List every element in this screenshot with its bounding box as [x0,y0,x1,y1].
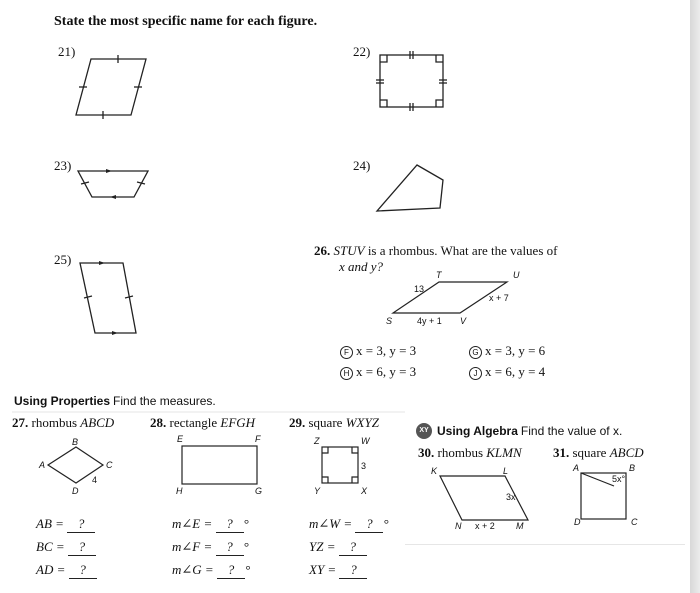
p27-q-AD: AD = [36,562,69,577]
p31-label-C: C [631,517,638,527]
p27-label-D: D [72,486,79,496]
p28-answer-G [172,562,250,579]
problem-30-number: 30. [418,445,435,460]
choice-F-text: x = 3, y = 3 [356,343,417,358]
p28-q-E: m∠E = [172,516,216,531]
using-algebra-instruction: Find the value of x. [520,424,623,438]
problem-29-number: 29. [289,415,306,430]
problem-26-question-text: is a rhombus. What are the values of [364,243,558,258]
choice-J-text: x = 6, y = 4 [485,364,546,379]
p31-label-A: A [573,463,580,473]
p29-label-W: W [361,436,370,446]
p29-answer-XY [309,562,367,579]
p29-label-Z: Z [314,436,320,446]
p31-label-D: D [574,517,581,527]
p28-unit-G: ° [244,562,251,577]
page-edge-shadow [690,0,700,593]
p29-q-XY: XY = [309,562,340,577]
p27-blank-AB[interactable]: ? [67,516,95,533]
figure-21-number: 21) [58,44,76,59]
label-T: T [436,270,442,280]
choice-H-bubble[interactable]: H [340,367,353,380]
p27-label-A: A [39,460,46,470]
p28-q-G: m∠G = [172,562,217,577]
p28-label-F: F [255,434,261,444]
p28-q-F: m∠F = [172,539,216,554]
p29-answer-YZ [309,539,367,556]
problem-28-number: 28. [150,415,167,430]
p27-blank-AD[interactable]: ? [69,562,97,579]
p29-q-W: m∠W = [309,516,356,531]
p27-label-C: C [106,460,113,470]
p29-q-YZ: YZ = [309,539,339,554]
problem-26-question-line2: x and y? [339,259,384,274]
p27-side-4: 4 [92,475,98,485]
problem-28-label: rectangle [169,415,221,430]
p28-label-H: H [176,486,183,496]
choice-G-text: x = 3, y = 6 [485,343,546,358]
p29-blank-W[interactable]: ? [355,516,383,533]
problem-27-name: ABCD [80,415,115,430]
p29-label-X: X [361,486,368,496]
figure-28-rectangle [182,446,257,484]
faint-rule [405,544,685,545]
p30-label-L: L [503,466,509,476]
figure-25-number: 25) [54,252,72,267]
problem-26-number: 26. [314,243,331,258]
choice-G-bubble[interactable]: G [469,346,482,359]
problem-31-number: 31. [553,445,570,460]
p28-answer-F [172,539,249,556]
p28-blank-E[interactable]: ? [216,516,244,533]
using-properties-title: Using Properties [14,394,111,408]
figure-24-number: 24) [353,158,371,173]
label-side-13: 13 [414,284,425,294]
choice-F-bubble[interactable]: F [340,346,353,359]
p28-label-G: G [255,486,263,496]
figure-23-number: 23) [54,158,72,173]
using-properties-instruction: Find the measures. [113,394,216,408]
p30-label-K: K [431,466,438,476]
problem-26-figure-name: STUV [333,243,365,258]
p29-blank-YZ[interactable]: ? [339,539,367,556]
figure-29-square [322,447,358,483]
p28-answer-E [172,516,249,533]
problem-29-label: square [308,415,346,430]
problem-27-number: 27. [12,415,29,430]
p29-answer-W [309,516,389,533]
p30-label-M: M [516,521,524,531]
problem-31-name: ABCD [609,445,644,460]
p27-answer-AB [36,516,95,533]
using-algebra-title: Using Algebra [437,424,518,438]
p28-unit-E: ° [243,516,249,531]
problem-30-name: KLMN [486,445,522,460]
p29-side-3: 3 [361,461,367,471]
label-S: S [386,316,393,326]
algebra-badge-icon: XY [416,423,432,439]
label-V: V [460,316,467,326]
label-U: U [513,270,520,280]
p27-q-AB: AB = [36,516,68,531]
p31-angle-5x: 5x° [612,474,626,484]
problem-27-label: rhombus [31,415,81,430]
label-side-x-plus-7: x + 7 [489,293,509,303]
figure-22-number: 22) [353,44,371,59]
choice-H-text: x = 6, y = 3 [356,364,417,379]
p29-blank-XY[interactable]: ? [339,562,367,579]
p31-label-B: B [629,463,636,473]
p30-label-N: N [455,521,462,531]
p28-label-E: E [177,434,184,444]
p27-q-BC: BC = [36,539,68,554]
problem-29-name: WXYZ [345,415,379,430]
p29-unit-W: ° [383,516,389,531]
p27-blank-BC[interactable]: ? [68,539,96,556]
problem-28-name: EFGH [220,415,256,430]
page-title: State the most specific name for each figure. [54,14,318,29]
p30-side-x-plus-2: x + 2 [475,521,495,531]
problem-31-label: square [572,445,610,460]
p28-blank-G[interactable]: ? [217,562,245,579]
p27-answer-AD [36,562,97,579]
problem-30-label: rhombus [437,445,487,460]
p27-answer-BC [36,539,96,556]
choice-J-bubble[interactable]: J [469,367,482,380]
p28-blank-F[interactable]: ? [216,539,244,556]
p27-label-B: B [72,437,79,447]
label-side-4y-plus-1: 4y + 1 [417,316,442,326]
p30-side-3x: 3x [506,492,516,502]
p28-unit-F: ° [243,539,249,554]
p29-label-Y: Y [314,486,321,496]
